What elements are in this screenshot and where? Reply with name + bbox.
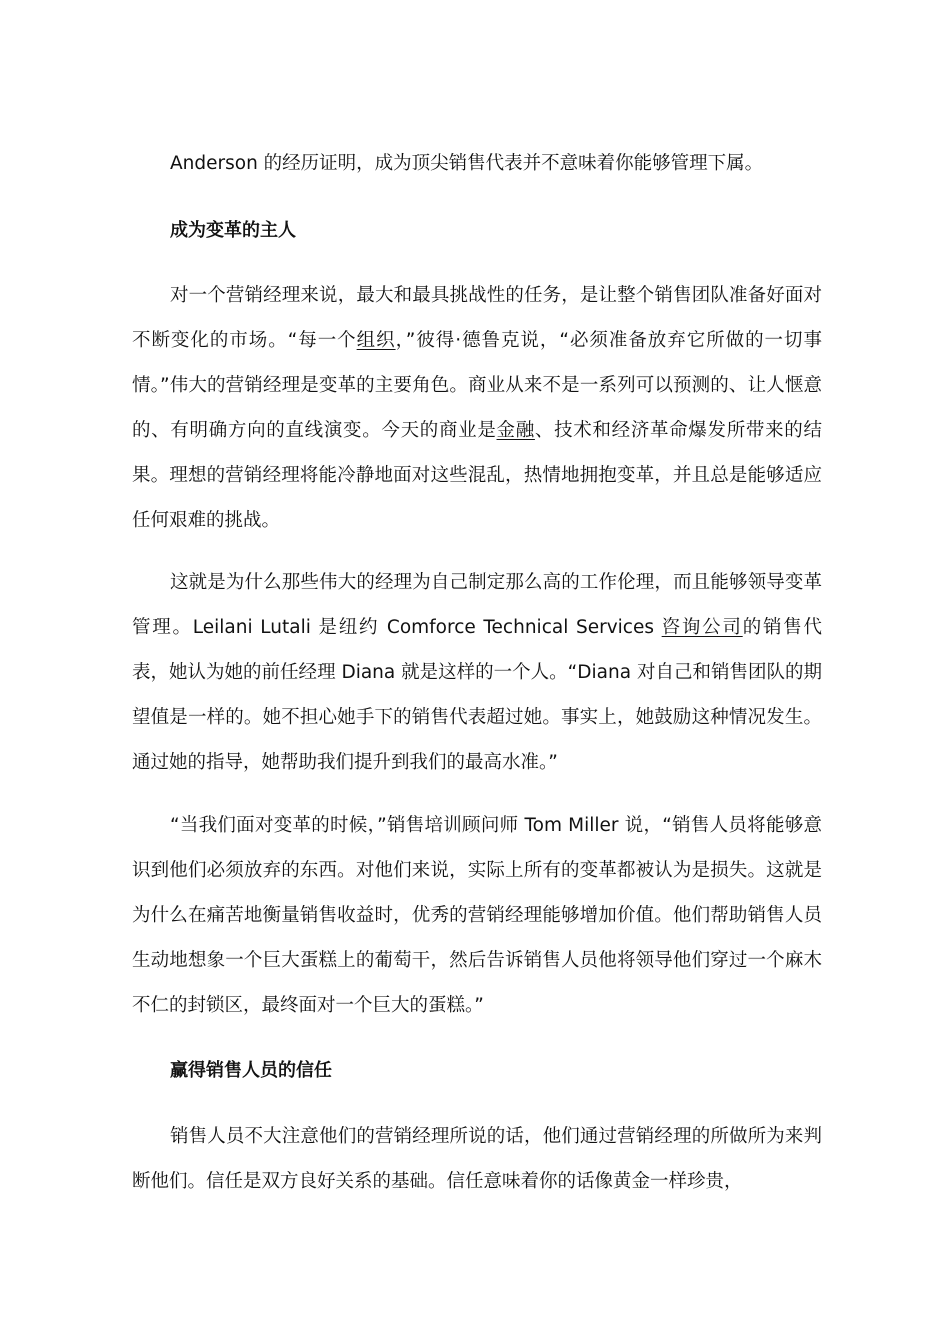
paragraph-tom-miller	[132, 803, 822, 1028]
link-organization[interactable]: 组织	[356, 330, 396, 351]
link-finance[interactable]: 金融	[496, 420, 535, 441]
section-heading-trust: 赢得销售人员的信任	[170, 1060, 332, 1081]
paragraph-text: 销售人员不大注意他们的营销经理所说的话，他们通过营销经理的所做所为来判断他们。信任是双方良好关系的基础。信任意味着你的话像黄金一样珍贵，	[132, 1126, 822, 1192]
paragraph-text: 这就是为什么那些伟大的经理为自己制定那么高的工作伦理，而且能够领导变革管理。Leilani Lutali 是纽约 Comforce Technical Services	[132, 572, 822, 638]
paragraph-text: “当我们面对变革的时候，”销售培训顾问师 Tom Miller 说，“销售人员将能够意识到他们必须放弃的东西。对他们来说，实际上所有的变革都被认为是损失。这就是为什么在痛苦地衡量销售收益时，优秀的营销经理能够增加价值。他们帮助销售人员生动地想象一个巨大蛋糕上的葡萄干，然后告诉销售人员他将领导他们穿过一个麻木不仁的封锁区，最终面对一个巨大的蛋糕。”	[132, 815, 822, 1016]
paragraph-text: ，”彼得·德鲁克说，“必须准备放弃它所做的一切事情。”伟大的营销经理是变革的主要角色。商业从来不是一系列可以预测的、让人惬意的、有明确方向的直线演变。今天的商业是	[132, 330, 822, 441]
paragraph-text: 对一个营销经理来说，最大和最具挑战性的任务，是让整个销售团队准备好面对不断变化的市场。“每一个	[132, 285, 822, 351]
section-heading-change: 成为变革的主人	[170, 220, 296, 241]
paragraph-change-master	[132, 273, 822, 543]
paragraph-trust	[132, 1114, 822, 1204]
paragraph-anderson	[132, 141, 822, 186]
paragraph-text: 的销售代表，她认为她的前任经理 Diana 就是这样的一个人。“Diana 对自己和销售团队的期望值是一样的。她不担心她手下的销售代表超过她。事实上，她鼓励这种情况发生。通过她的指导，她帮助我们提升到我们的最高水准。”	[132, 617, 822, 773]
paragraph-text: 、技术和经济革命爆发所带来的结果。理想的营销经理将能冷静地面对这些混乱，热情地拥抱变革，并且总是能够适应任何艰难的挑战。	[132, 420, 822, 531]
paragraph-leilani	[132, 560, 822, 785]
link-consulting-company[interactable]: 咨询公司	[661, 617, 743, 638]
paragraph-text: Anderson 的经历证明，成为顶尖销售代表并不意味着你能够管理下属。	[170, 153, 764, 174]
